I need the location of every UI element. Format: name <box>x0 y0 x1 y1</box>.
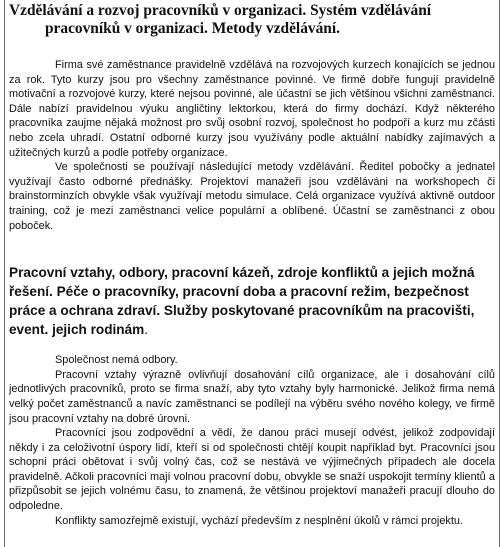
section-heading <box>9 263 495 339</box>
document-page <box>4 0 500 547</box>
spacer <box>9 339 495 353</box>
paragraph: Pracovníci jsou zodpovědní a vědí, že danou práci musejí odvést, jelikož zodpovídají někdy i za celoživotní úspory lidí, kteří si od společnosti chtějí koupit například byt. Pracovníci jsou schopni práci obětovat i svůj volný čas, což se nestává ve výjimečných případech ale docela pravidelně. Ačkoli pracovníci mají volnou pracovní dobu, obvykle se snaží uspokojit termíny klientů a přizpůsobit se jejich volnému času, to znamená, že většinou projektoví manažeři pracují dlouho do odpoledne. <box>9 427 495 513</box>
section-heading-tail: . <box>144 322 149 338</box>
paragraph: Pracovní vztahy výrazně ovlivňují dosahování cílů organizace, ale i dosahování cílů jednotlivých pracovníků, proto se firma snaží, aby tyto vztahy byly harmonické. Jelikož firma nemá velký počet zaměstnanců a navíc zaměstnanci se podílejí na výběru svého nového kolegy, ve firmě jsou pracovní vztahy na dobré úrovni. <box>9 368 495 425</box>
spacer <box>9 38 495 58</box>
paragraph: Ve společnosti se používají následující metody vzdělávání. Ředitel pobočky a jednatel využívají často odborné přednášky. Projektoví manažeři jsou vzděláváni na workshopech či brainstorminzích obvykle však využívají metodu simulace. Celá organizace využívá aktivně outdoor training, což je mezi zaměstnanci velice populární a oblíbené. Účastní se zaměstnanci z obou poboček. <box>9 161 495 232</box>
paragraph: Konflikty samozřejmě existují, vychází především z nesplnění úkolů v rámci projektu. <box>55 514 463 527</box>
paragraph: Firma své zaměstnance pravidelně vzdělává na rozvojových kurzech konajících se jednou za rok. Tyto kurzy jsou pro všechny zaměstnance povinné. Ve firmě dobře fungují pravidelně motivační a rozvojové kurzy, které nejsou povinné, ale účastní se jich většinou všichni zaměstnanci. Dále nabízí pravidelnou výuku angličtiny lektorkou, která do firmy dochází. Když některého pracovníka zaujme nějaká možnost pro svůj osobní rozvoj, společnost ho podpoří a kurz mu zčásti nebo zcela uhradí. Ostatní odborné kurzy jsou využívány podle aktuální nabídky zajímavých a užitečných kurzů a podle potřeby organizace. <box>9 59 495 159</box>
paragraph: Společnost nemá odbory. <box>55 354 178 367</box>
section-heading: Vzdělávání a rozvoj pracovníků v organizaci. Systém vzdělávání pracovníků v organizaci. Metody vzdělávání. <box>9 2 432 37</box>
section-heading-text: Pracovní vztahy, odbory, pracovní kázeň, zdroje konfliktů a jejich možná řešení. Péče o pracovníky, pracovní doba a pracovní režim, bezpečnost práce a ochrana zdraví. Služby poskytované pracovníkům na pracovišti, event. jejich rodinám <box>9 265 475 338</box>
spacer <box>9 233 495 263</box>
